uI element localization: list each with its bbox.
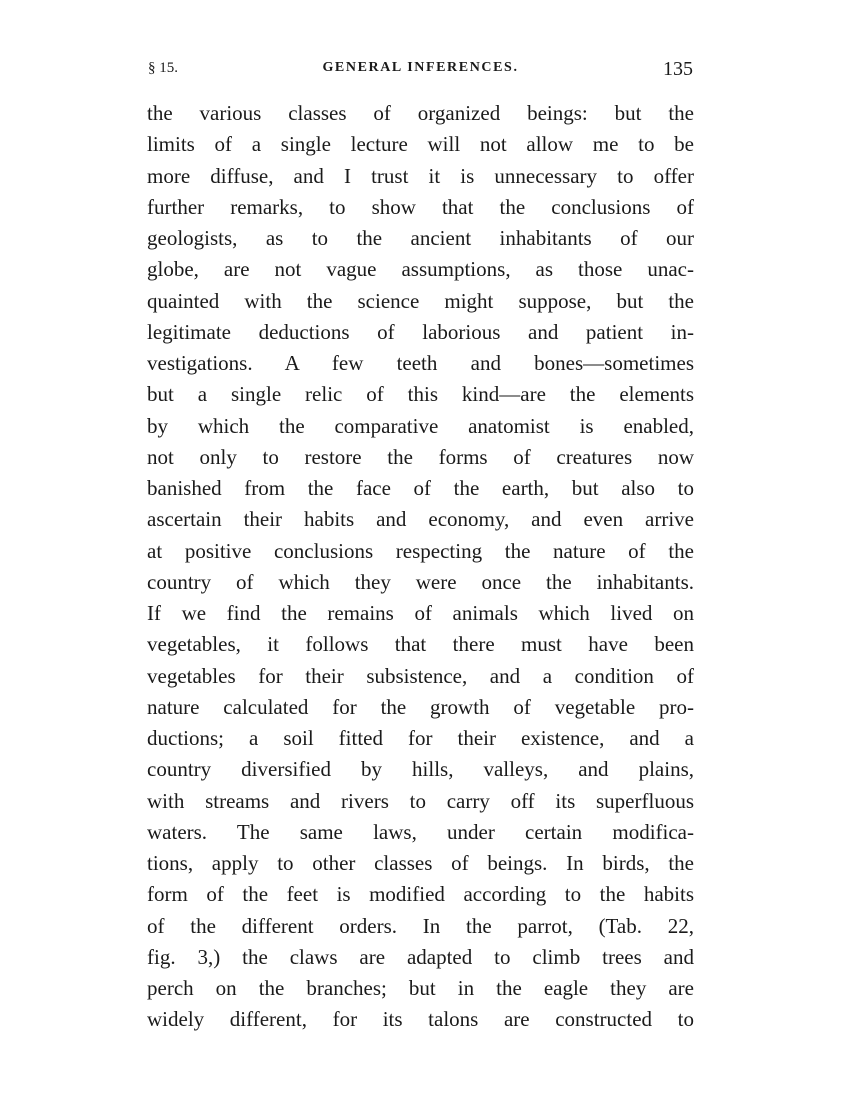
text-line: nature calculated for the growth of vegetable pro- xyxy=(147,694,694,719)
text-line: vegetables for their subsistence, and a condition of xyxy=(147,663,694,688)
text-line: legitimate deductions of laborious and patient in- xyxy=(147,319,694,344)
text-line: globe, are not vague assumptions, as those unac- xyxy=(147,257,694,282)
section-number: § 15. xyxy=(148,60,178,76)
text-line: ascertain their habits and economy, and even arrive xyxy=(147,507,694,532)
text-line: further remarks, to show that the conclusions of xyxy=(147,194,694,219)
text-line: more diffuse, and I trust it is unnecessary to offer xyxy=(147,163,694,188)
text-line: waters. The same laws, under certain modifica- xyxy=(147,819,694,844)
text-line: at positive conclusions respecting the nature of the xyxy=(147,538,694,563)
text-line: geologists, as to the ancient inhabitants of our xyxy=(147,226,694,250)
text-line: quainted with the science might suppose, but the xyxy=(147,288,694,313)
text-line: If we find the remains of animals which lived on xyxy=(147,601,694,625)
text-line: the various classes of organized beings: but the xyxy=(147,101,694,125)
text-line: form of the feet is modified according to the habits xyxy=(147,882,694,907)
page-number: 135 xyxy=(663,58,693,80)
text-line: country diversified by hills, valleys, and plains, xyxy=(147,757,694,782)
text-line: perch on the branches; but in the eagle they are xyxy=(147,976,694,1000)
text-line: ductions; a soil fitted for their existence, and a xyxy=(147,726,694,750)
text-line: country of which they were once the inhabitants. xyxy=(147,569,694,594)
page-header xyxy=(148,58,693,86)
text-line: limits of a single lecture will not allow me to be xyxy=(147,132,694,157)
text-line: vegetables, it follows that there must have been xyxy=(147,632,694,657)
text-line: banished from the face of the earth, but also to xyxy=(147,476,694,500)
body-text xyxy=(147,98,694,1036)
text-line: tions, apply to other classes of beings. In birds, the xyxy=(147,851,694,875)
running-head: GENERAL INFERENCES. xyxy=(322,60,519,75)
text-line: by which the comparative anatomist is enabled, xyxy=(147,413,694,438)
text-line: with streams and rivers to carry off its superfluous xyxy=(147,788,694,813)
text-line: not only to restore the forms of creatures now xyxy=(147,444,694,469)
text-line: of the different orders. In the parrot, (Tab. 22, xyxy=(147,913,694,938)
text-line: fig. 3,) the claws are adapted to climb trees and xyxy=(147,944,694,969)
text-line: but a single relic of this kind—are the elements xyxy=(147,382,694,407)
text-line: vestigations. A few teeth and bones—sometimes xyxy=(147,351,694,375)
text-line: widely different, for its talons are constructed to xyxy=(147,1007,694,1032)
